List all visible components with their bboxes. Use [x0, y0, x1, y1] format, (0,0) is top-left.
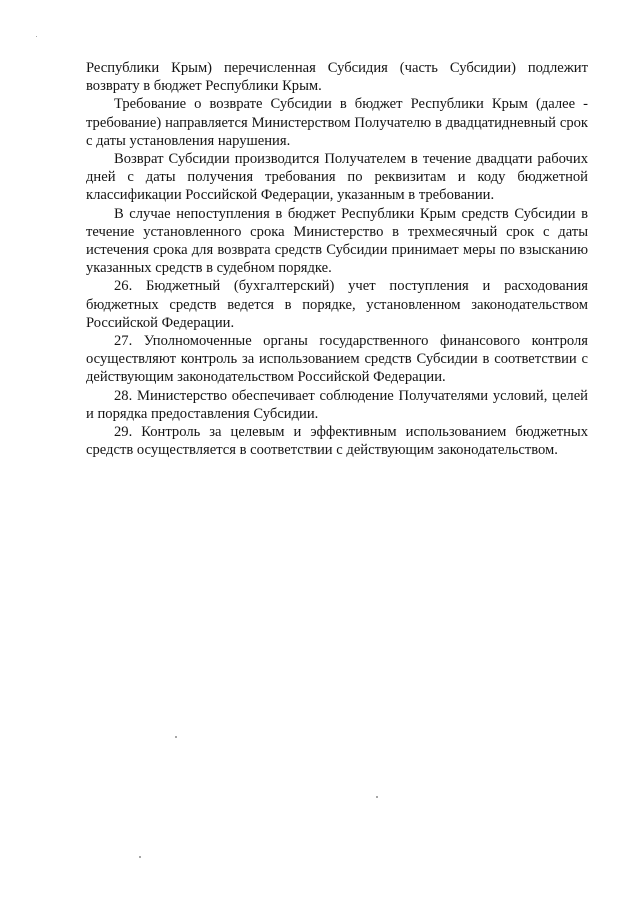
scan-speck [175, 736, 177, 738]
paragraph-item-28: 28. Министерство обеспечивает соблюдение Получателями условий, целей и порядка предоставления Субсидии. [86, 387, 588, 422]
paragraph-non-receipt-measures: В случае непоступления в бюджет Республики Крым средств Субсидии в течение установленного срока Министерство в трехмесячный срок с даты истечения срока для возврата средств Субсидии принимает меры по взысканию указанных средств в судебном порядке. [86, 205, 588, 277]
document-body [86, 59, 588, 459]
paragraph-item-26: 26. Бюджетный (бухгалтерский) учет поступления и расходования бюджетных средств ведется в порядке, установленном законодательством Российской Федерации. [86, 278, 588, 331]
paragraph-item-29: 29. Контроль за целевым и эффективным использованием бюджетных средств осуществляется в соответствии с действующим законодательством. [86, 424, 588, 459]
paragraph-item-27: 27. Уполномоченные органы государственного финансового контроля осуществляют контроль за использованием средств Субсидии в соответствии с действующим законодательством Российской Федерации. [86, 333, 588, 386]
scan-speck [36, 36, 37, 37]
paragraph-subsidy-return-continuation: Республики Крым) перечисленная Субсидия (часть Субсидии) подлежит возврату в бюджет Республики Крым. [86, 60, 588, 95]
paragraph-return-procedure: Возврат Субсидии производится Получателем в течение двадцати рабочих дней с даты получения требования по реквизитам и коду бюджетной классификации Российской Федерации, указанным в требовании. [86, 151, 588, 204]
scan-speck [139, 856, 141, 858]
scan-speck [376, 796, 378, 798]
paragraph-return-requirement: Требование о возврате Субсидии в бюджет Республики Крым (далее - требование) направляется Министерством Получателю в двадцатидневный срок с даты установления нарушения. [86, 96, 588, 149]
